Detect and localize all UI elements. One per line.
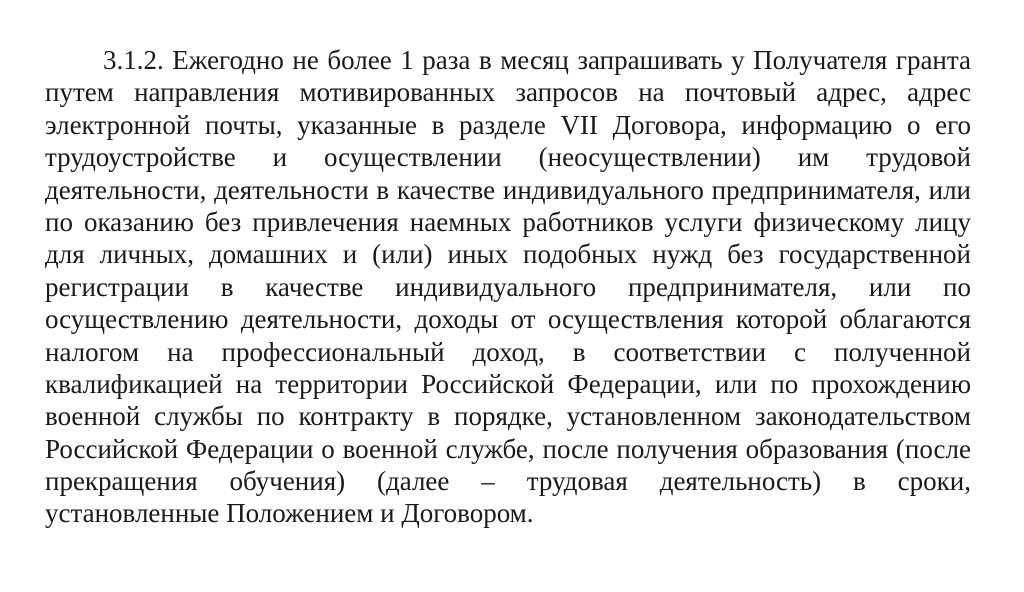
paragraph-line: регистрации в качестве индивидуального предпринимателя, или по (45, 271, 971, 302)
paragraph-line: установленные Положением и Договором. (45, 498, 534, 529)
paragraph-line: Российской Федерации о военной службе, после получения образования (после (45, 433, 971, 464)
paragraph-line: 3.1.2. Ежегодно не более 1 раза в месяц запрашивать у Получателя гранта (103, 45, 971, 75)
paragraph-line: налогом на профессиональный доход, в соответствии с полученной (45, 336, 971, 367)
paragraph-line: путем направления мотивированных запросов на почтовый адрес, адрес (45, 77, 971, 108)
paragraph-line: для личных, домашних и (или) иных подобных нужд без государственной (45, 239, 971, 270)
paragraph-line: электронной почты, указанные в разделе VII Договора, информацию о его (45, 109, 971, 140)
clause-3-1-2-paragraph (45, 44, 971, 530)
paragraph-line: квалификацией на территории Российской Федерации, или по прохождению (45, 368, 971, 399)
paragraph-line: военной службы по контракту в порядке, установленном законодательством (45, 401, 971, 432)
paragraph-line: деятельности, деятельности в качестве индивидуального предпринимателя, или (45, 174, 971, 205)
paragraph-line: по оказанию без привлечения наемных работников услуги физическому лицу (45, 206, 971, 237)
paragraph-line: трудоустройстве и осуществлении (неосуществлении) им трудовой (45, 142, 971, 173)
paragraph-line: осуществлению деятельности, доходы от осуществления которой облагаются (45, 304, 971, 335)
paragraph-line: прекращения обучения) (далее – трудовая деятельность) в сроки, (45, 466, 971, 497)
